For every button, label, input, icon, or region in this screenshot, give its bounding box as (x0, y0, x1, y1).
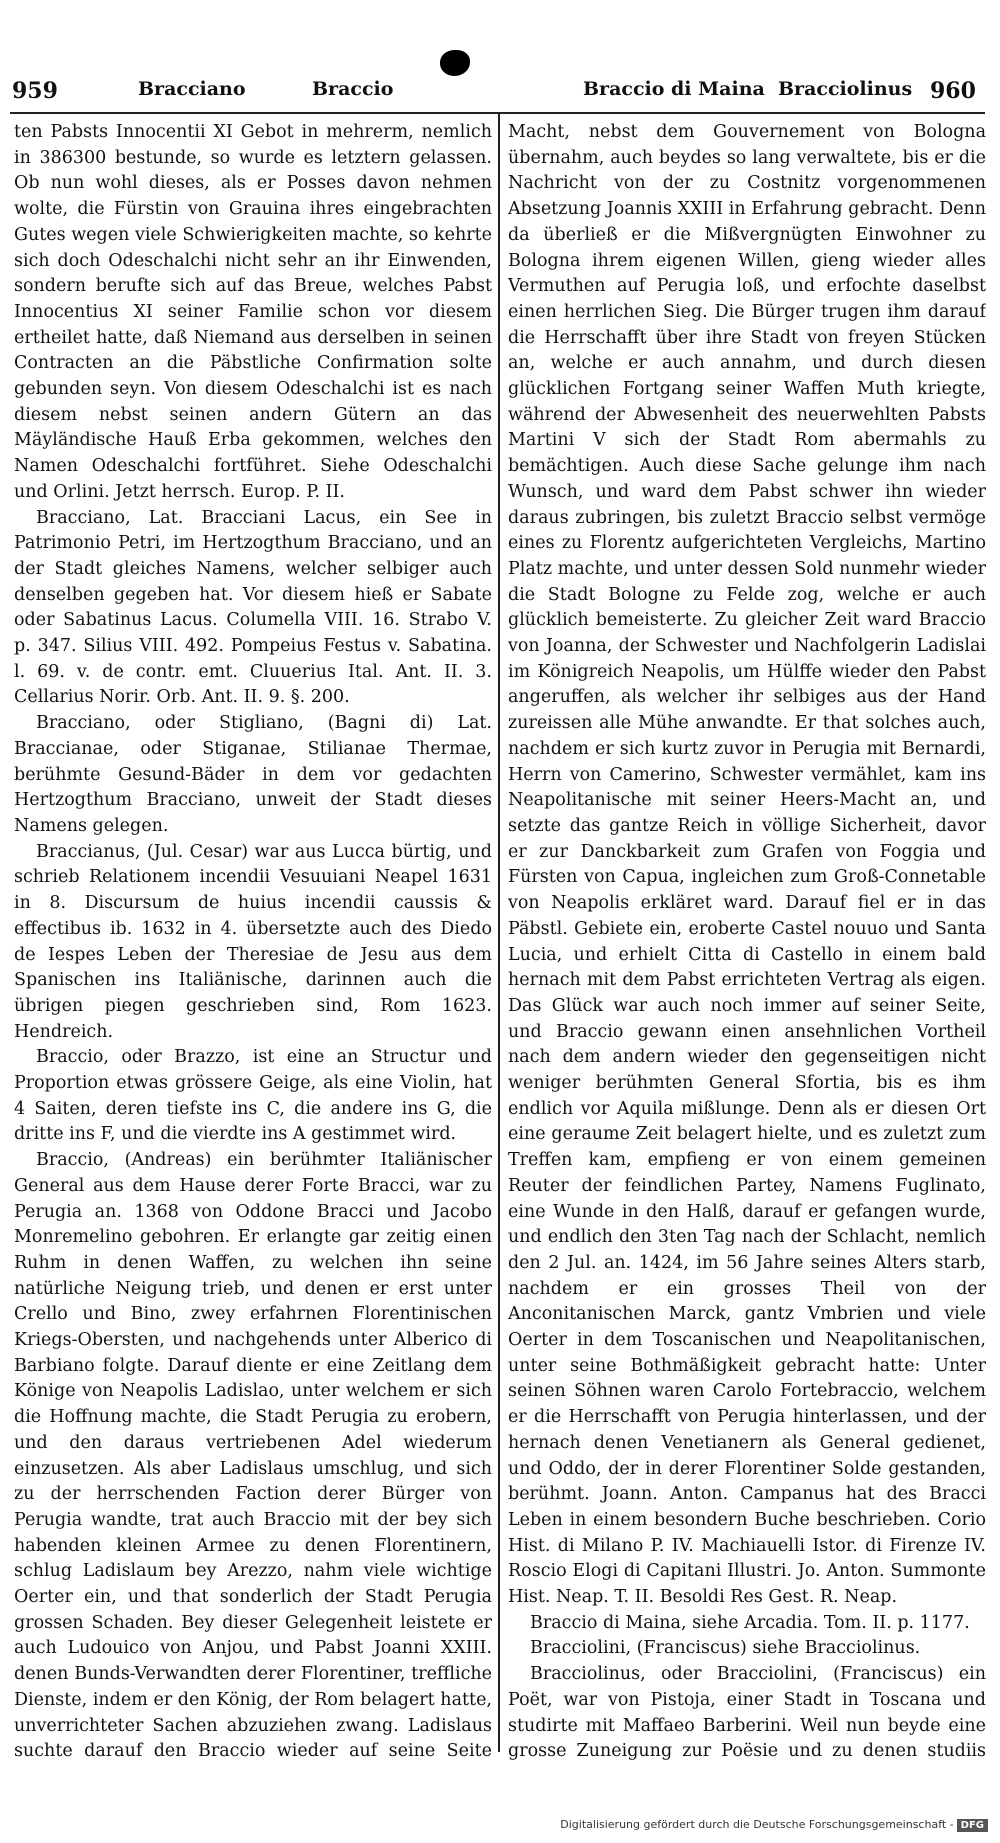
entry-paragraph: Braccianus, (Jul. Cesar) war aus Lucca bürtig, und schrieb Relationem incendii Vesuuiani Neapel 1631 in 8. Discursum de huius incendii caussis & effectibus ib. 1632 in 4. übersetzte auch des Diedo de Iespes Leben der Theresiae de Jesu aus dem Spanischen ins Italiänische, darinnen auch die übrigen piegen geschrieben sind, Rom 1623. Hendreich. (14, 841, 492, 1042)
entry-paragraph: Braccio, (Andreas) ein berühmter Italiänischer General aus dem Hause derer Forte Bracci, war zu Perugia an. 1368 von Oddone Bracci und Jacobo Monremelino gebohren. Er erlangte gar zeitig einen Ruhm in denen Waffen, zu welchen ihn seine natürliche Neigung trieb, und denen er erst unter Crello und Bino, zwey erfahrnen Florentinischen Kriegs-Obersten, und nachgehends unter Alberico di Barbiano folgte. Darauf diente er eine Zeitlang dem Könige von Neapolis Ladislao, unter welchem er sich die Hoffnung machte, die Stadt Perugia zu erobern, und den daraus vertriebenen Adel wiederum einzusetzen. Als aber Ladislaus umschlug, und sich zu der herrschenden Faction derer Bürger von Perugia wandte, trat auch Braccio mit der bey sich habenden kleinen Armee zu denen Florentinern, schlug Ladislaum bey Arezzo, nahm viele wichtige Oerter ein, und that sonderlich der Stadt Perugia grossen Schaden. Bey dieser Gelegenheit leistete er auch Ludouico von Anjou, und Pabst Joanni XXIII. denen Bunds-Verwandten derer Florentiner, treffliche Dienste, indem er den König, der Rom belagert hatte, unverrichteter Sachen abzuziehen zwang. Ladislaus suchte darauf den Braccio wieder auf seine Seite (14, 1150, 492, 1760)
catchword-2: Braccio (312, 78, 394, 100)
page-number-right: 960 (930, 78, 976, 104)
catchword-1: Bracciano (138, 78, 246, 100)
entry-paragraph: Bracciano, Lat. Bracciani Lacus, ein See in Patrimonio Petri, im Hertzogthum Bracciano, und an der Stadt gleiches Namens, welcher selbiger auch denselben gegeben hat. Vor diesem hieß er Sabate oder Sabatinus Lacus. Columella VIII. 16. Strabo V. p. 347. Silius VIII. 492. Pompeius Festus v. Sabatina. l. 69. v. de contr. emt. Cluuerius Ital. Ant. II. 3. Cellarius Norir. Orb. Ant. II. 9. §. 200. (14, 507, 492, 708)
column-divider (498, 112, 500, 1752)
left-column (14, 120, 492, 1760)
entry-paragraph: ten Pabsts Innocentii XI Gebot in mehrerm, nemlich in 386300 bestunde, so wurde es letztern gelassen. Ob nun wohl dieses, als er Posses davon nehmen wolte, die Fürstin von Grauina ihres eingebrachten Gutes wegen viele Schwierigkeiten machte, so kehrte sich doch Odeschalchi nicht sehr an ihr Einwenden, sondern berufte sich auf das Breue, welches Pabst Innocentius XI seiner Familie schon vor diesem ertheilet hatte, daß Niemand aus derselben in seinen Contracten an die Päbstliche Confirmation solte gebunden seyn. Von diesem Odeschalchi ist es nach diesem nebst seinen andern Gütern an das Mäyländische Hauß Erba gekommen, welches den Namen Odeschalchi fortführet. Siehe Odeschalchi und Orlini. Jetzt herrsch. Europ. P. II. (14, 122, 492, 502)
entry-paragraph: Braccio di Maina, siehe Arcadia. Tom. II. p. 1177. (530, 1612, 970, 1633)
entry-paragraph: Bracciolinus, oder Bracciolini, (Franciscus) ein Poët, war von Pistoja, einer Stadt in Toscana und studirte mit Maffaeo Barberini. Weil nun beyde eine grosse Zuneigung zur Poësie und zu denen studiis (508, 1664, 986, 1760)
entry-paragraph: Macht, nebst dem Gouvernement von Bologna übernahm, auch beydes so lang verwaltete, bis er die Nachricht von der zu Costnitz vorgenommenen Absetzung Joannis XXIII in Erfahrung gebracht. Denn da überließ er die Mißvergnügten Einwohner zu Bologna ihrem eigenen Willen, gieng wieder alles Vermuthen auf Perugia loß, und erfochte daselbst einen herrlichen Sieg. Die Bürger trugen ihm darauf die Herrschafft über ihre Stadt von freyen Stücken an, welche er auch annahm, und durch diesen glücklichen Fortgang seiner Waffen Muth kriegte, während der Abwesenheit des neuerwehlten Pabsts Martini V sich der Stadt Rom abermahls zu bemächtigen. Auch diese Sache gelunge ihm nach Wunsch, und ward dem Pabst schwer ihn wieder daraus zubringen, bis zuletzt Braccio selbst vermöge eines zu Florentz aufgerichteten Vergleichs, Martino Platz machte, und unter dessen Sold nunmehr wieder die Stadt Bologne zu Felde zog, welche er auch glücklich bemeisterte. Zu gleicher Zeit ward Braccio von Joanna, der Schwester und Nachfolgerin Ladislai im Königreich Neapolis, um Hülffe wieder den Pabst angeruffen, als welcher ihr selbiges aus der Hand zureissen alle Mühe anwandte. Er that solches auch, nachdem er sich kurtz zuvor in Perugia mit Bernardi, Herrn von Camerino, Schwester vermählet, kam ins Neapolitanische mit seiner Heers-Macht an, und setzte das gantze Reich in völlige Sicherheit, davor er zur Danckbarkeit zum Grafen von Foggia und Fürsten von Capua, ingleichen zum Groß-Connetable von Neapolis erkläret ward. Darauf fiel er in das Päbstl. Gebiete ein, eroberte Castel nouuo und Santa Lucia, und erhielt Citta di Castello in einem bald hernach mit dem Pabst errichteten Vertrag als eigen. Das Glück war auch noch immer auf seiner Seite, und Braccio gewann einen ansehnlichen Vortheil nach dem andern wieder den gegenseitigen nicht weniger berühmten General Sfortia, bis es ihm endlich vor Aquila mißlunge. Denn als er diesen Ort eine geraume Zeit belagert hielte, und es zuletzt zum Treffen kam, empfieng er von einem gemeinen Reuter der feindlichen Partey, Namens Fuglinato, eine Wunde in den Halß, darauf er gefangen wurde, und endlich den 3ten Tag nach der Schlacht, nemlich den 2 Jul. an. 1424, im 56 Jahre seines Alters starb, nachdem er ein grosses Theil von der Anconitanischen Marck, gantz Vmbrien und viele Oerter in dem Toscanischen und Neapolitanischen, unter seine Bothmäßigkeit gebracht hatte: Unter seinen Söhnen waren Carolo Fortebraccio, welchem er die Herrschafft von Perugia hinterlassen, und der hernach denen Venetianern als General gedienet, und Oddo, der in derer Florentiner Solde gestanden, berühmt. Joann. Anton. Campanus hat des Bracci Leben in einem besondern Buche beschrieben. Corio Hist. di Milano P. IV. Machiauelli Istor. di Firenze IV. Roscio Elogi di Capitani Illustri. Jo. Anton. Summonte Hist. Neap. T. II. Besoldi Res Gest. R. Neap. (508, 122, 986, 1608)
right-column (508, 120, 986, 1760)
catchword-4: Bracciolinus (778, 78, 913, 100)
entry-paragraph: Bracciano, oder Stigliano, (Bagni di) Lat. Braccianae, oder Stiganae, Stilianae Thermae, berühmte Gesund-Bäder in dem vor gedachten Hertzogthum Bracciano, unweit der Stadt dieses Namens gelegen. (14, 713, 492, 836)
page-number-left: 959 (12, 78, 58, 104)
ink-blot (440, 50, 470, 76)
digitization-credit (560, 1818, 988, 1832)
entry-paragraph: Braccio, oder Brazzo, ist eine an Structur und Proportion etwas grössere Geige, als eine Violin, hat 4 Saiten, deren tiefste ins C, die andere ins G, die dritte ins F, und die vierdte ins A gestimmet wird. (14, 1047, 492, 1145)
entry-paragraph: Bracciolini, (Franciscus) siehe Bracciolinus. (530, 1638, 921, 1659)
dfg-logo-badge: DFG (957, 1819, 988, 1832)
catchword-3: Braccio di Maina (583, 78, 765, 100)
credit-text: Digitalisierung gefördert durch die Deutsche Forschungsgemeinschaft - (560, 1818, 954, 1831)
